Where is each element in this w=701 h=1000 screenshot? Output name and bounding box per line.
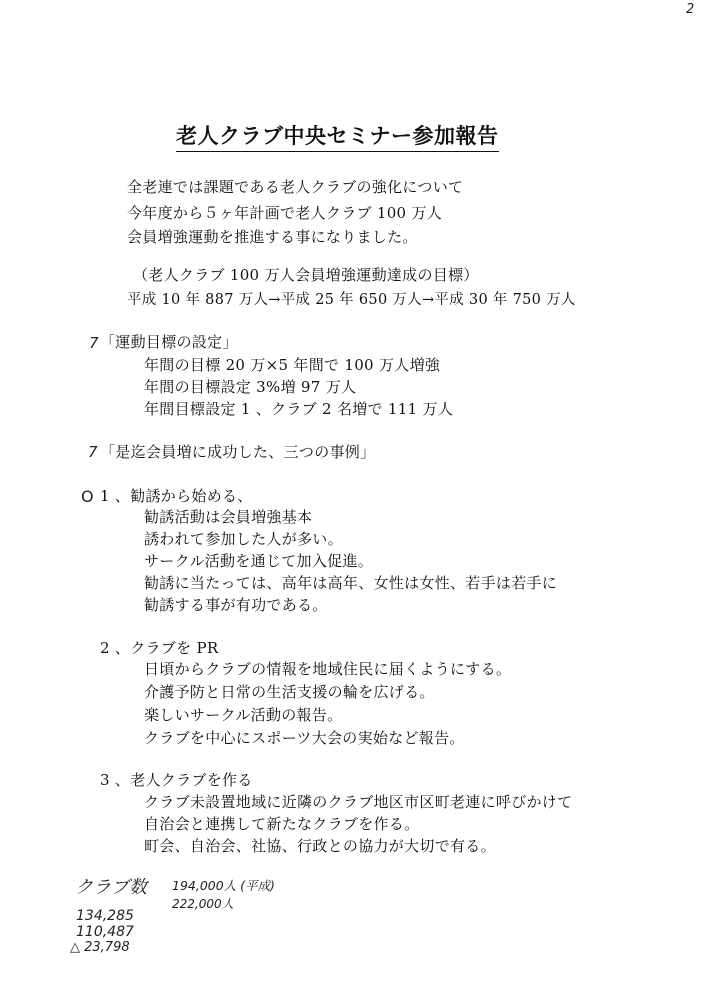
intro-line: 今年度から５ヶ年計画で老人クラブ 100 万人 [127,204,443,222]
intro-line: 会員増強運動を推進する事になりました。 [127,228,418,246]
case-line: 勧誘する事が有功である。 [144,596,328,614]
case-line: 勧誘に当たっては、高年は高年、女性は女性、若手は若手に [144,574,558,592]
margin-circle-mark: O [81,487,94,506]
handwritten-number: 110,487 [76,924,134,940]
page-number-mark: 2 [686,2,695,17]
margin-check-mark: 7 [88,443,98,461]
case-line: 楽しいサークル活動の報告。 [144,706,343,724]
case-line: 介護予防と日常の生活支援の輪を広げる。 [144,683,435,701]
case-heading: 2 、クラブを PR [100,639,219,657]
margin-check-mark: 7 [89,334,99,352]
case-line: サークル活動を通じて加入促進。 [144,552,374,570]
goal-heading: （老人クラブ 100 万人会員増強運動達成の目標） [133,266,479,284]
case-line: 自治会と連携して新たなクラブを作る。 [144,815,420,833]
handwritten-number: △ 23,798 [70,940,130,955]
section-line: 年間の目標設定 3%増 97 万人 [144,378,357,396]
handwritten-label: クラブ数 [75,877,147,898]
case-line: 町会、自治会、社協、行政との協力が大切で有る。 [144,837,496,855]
case-line: 誘われて参加した人が多い。 [144,530,343,548]
case-line: クラブ未設置地域に近隣のクラブ地区市区町老連に呼びかけて [144,793,573,811]
intro-line: 全老連では課題である老人クラブの強化について [127,178,464,196]
case-line: 勧誘活動は会員増強基本 [144,508,313,526]
case-heading: 3 、老人クラブを作る [100,771,253,789]
section-heading: 「運動目標の設定」 [100,333,238,351]
handwritten-number: 134,285 [76,908,134,924]
case-heading: 1 、勧誘から始める、 [100,487,253,505]
handwritten-count: 194,000人 (平成) [172,878,275,893]
handwritten-count: 222,000人 [172,897,234,911]
goal-line: 平成 10 年 887 万人→平成 25 年 650 万人→平成 30 年 750 万人 [127,292,576,308]
section-line: 年間の目標 20 万×5 年間で 100 万人増強 [144,356,441,374]
section-line: 年間目標設定 1 、クラブ 2 名増で 111 万人 [144,400,454,418]
section-heading: 「是迄会員増に成功した、三つの事例」 [100,443,376,461]
page-title: 老人クラブ中央セミナー参加報告 [176,120,499,152]
case-line: クラブを中心にスポーツ大会の実始など報告。 [144,729,465,747]
case-line: 日頃からクラブの情報を地域住民に届くようにする。 [144,660,512,678]
